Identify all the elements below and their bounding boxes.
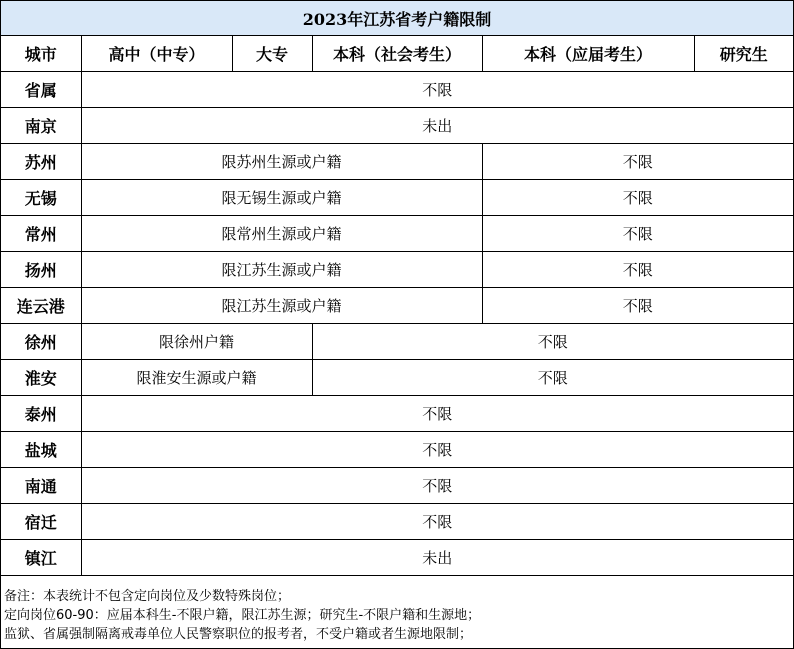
restriction-cell: 限无锡生源或户籍 — [81, 180, 482, 216]
table-row — [1, 216, 793, 252]
restriction-cell: 未出 — [81, 540, 793, 576]
city-cell: 无锡 — [1, 180, 81, 216]
header-city: 城市 — [1, 36, 81, 72]
table-row — [1, 540, 793, 576]
table-row — [1, 468, 793, 504]
restriction-cell: 不限 — [81, 396, 793, 432]
city-cell: 宿迁 — [1, 504, 81, 540]
household-restriction-table — [1, 1, 793, 576]
notes-section — [4, 587, 790, 644]
restriction-cell: 限江苏生源或户籍 — [81, 252, 482, 288]
table-row — [1, 180, 793, 216]
restriction-cell: 不限 — [312, 360, 793, 396]
city-cell: 徐州 — [1, 324, 81, 360]
header-junior-college: 大专 — [232, 36, 312, 72]
table-row — [1, 360, 793, 396]
table-row — [1, 288, 793, 324]
restriction-cell: 不限 — [482, 288, 793, 324]
restriction-cell: 限常州生源或户籍 — [81, 216, 482, 252]
table-row — [1, 504, 793, 540]
restriction-cell: 不限 — [81, 72, 793, 108]
city-cell: 扬州 — [1, 252, 81, 288]
restriction-cell: 不限 — [482, 216, 793, 252]
table-row — [1, 144, 793, 180]
restriction-cell: 不限 — [482, 180, 793, 216]
restriction-cell: 不限 — [482, 252, 793, 288]
city-cell: 南通 — [1, 468, 81, 504]
restriction-cell: 不限 — [81, 468, 793, 504]
header-high-school: 高中（中专） — [81, 36, 232, 72]
note-line: 定向岗位60-90：应届本科生-不限户籍，限江苏生源；研究生-不限户籍和生源地； — [4, 608, 481, 623]
city-cell: 常州 — [1, 216, 81, 252]
table-row — [1, 396, 793, 432]
note-line: 监狱、省属强制隔离戒毒单位人民警察职位的报考者，不受户籍或者生源地限制； — [4, 627, 473, 642]
table-row — [1, 252, 793, 288]
restriction-cell: 限徐州户籍 — [81, 324, 312, 360]
header-bachelor-social: 本科（社会考生） — [312, 36, 482, 72]
note-line: 备注：本表统计不包含定向岗位及少数特殊岗位； — [4, 589, 291, 604]
header-bachelor-graduate: 本科（应届考生） — [482, 36, 694, 72]
city-cell: 苏州 — [1, 144, 81, 180]
restriction-cell: 限淮安生源或户籍 — [81, 360, 312, 396]
table-row — [1, 432, 793, 468]
table-title: 2023年江苏省考户籍限制 — [1, 1, 793, 36]
city-cell: 盐城 — [1, 432, 81, 468]
restriction-cell: 不限 — [482, 144, 793, 180]
city-cell: 泰州 — [1, 396, 81, 432]
restriction-cell: 限苏州生源或户籍 — [81, 144, 482, 180]
table-row — [1, 324, 793, 360]
table-row — [1, 72, 793, 108]
header-row — [1, 36, 793, 72]
restriction-cell: 未出 — [81, 108, 793, 144]
restriction-cell: 不限 — [81, 504, 793, 540]
restriction-cell: 限江苏生源或户籍 — [81, 288, 482, 324]
city-cell: 连云港 — [1, 288, 81, 324]
table-row — [1, 108, 793, 144]
city-cell: 南京 — [1, 108, 81, 144]
city-cell: 淮安 — [1, 360, 81, 396]
city-cell: 省属 — [1, 72, 81, 108]
city-cell: 镇江 — [1, 540, 81, 576]
restriction-cell: 不限 — [81, 432, 793, 468]
header-postgraduate: 研究生 — [694, 36, 793, 72]
restriction-cell: 不限 — [312, 324, 793, 360]
